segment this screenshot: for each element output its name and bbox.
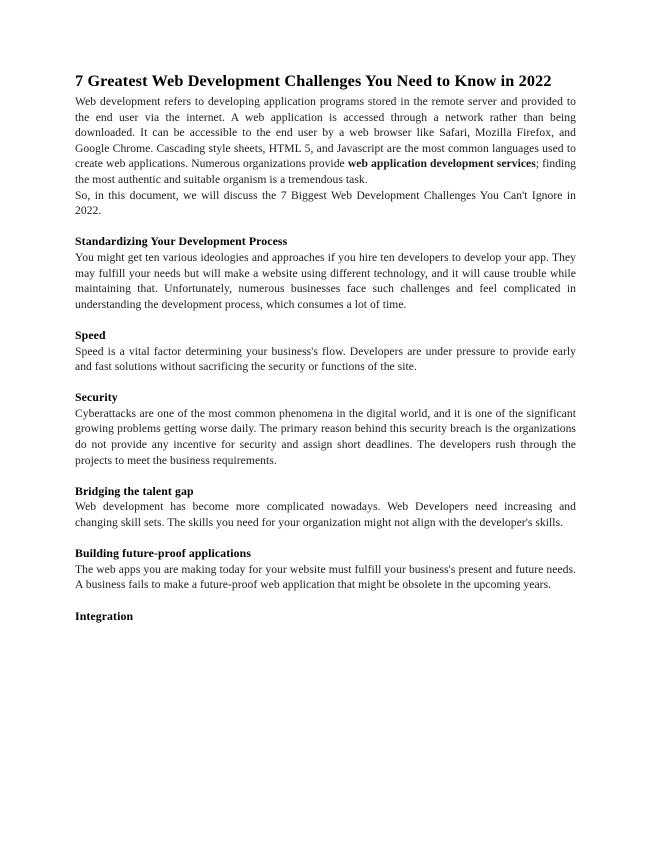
section-heading-speed: Speed (75, 327, 106, 342)
section-spacer (75, 531, 576, 547)
section-spacer (75, 375, 576, 391)
section-heading-standardizing: Standardizing Your Development Process (75, 234, 288, 249)
section-spacer (75, 593, 576, 609)
section-heading-bridging-talent-gap: Bridging the talent gap (75, 483, 194, 498)
section-body-security: Cyberattacks are one of the most common phenomena in the digital world, and it is one of the significant growing problems getting worse daily. The primary reason behind this security breach is the organizations do not provide any incentive for security and assign short deadlines. The developers rush through the projects to meet the business requirements. (75, 406, 576, 467)
section-heading-security: Security (75, 390, 118, 405)
section-heading-future-proof: Building future-proof applications (75, 546, 252, 561)
section-body-bridging-talent-gap: Web development has become more complicated nowadays. Web Developers need increasing and changing skill sets. The skills you need for your organization might not align with the developer's skills. (75, 500, 576, 530)
section-body-future-proof: The web apps you are making today for your website must fulfill your business's present and future needs. A business fails to make a future-proof web application that might be obsolete in the upcoming years. (75, 562, 576, 592)
intro-bold-phrase: web application development services (347, 157, 536, 171)
section-spacer (75, 468, 576, 484)
section-spacer (75, 312, 576, 328)
page-title: 7 Greatest Web Development Challenges You Need to Know in 2022 (75, 72, 552, 90)
intro-paragraph-2: So, in this document, we will discuss the 7 Biggest Web Development Challenges You Can't Ignore in 2022. (75, 188, 576, 218)
section-body-speed: Speed is a vital factor determining your business's flow. Developers are under pressure to provide early and fast solutions without sacrificing the security or functions of the site. (75, 344, 576, 374)
section-body-standardizing: You might get ten various ideologies and approaches if you hire ten developers to develop your app. They may fulfill your needs but will make a website using different technology, and it will cause trouble while maintaining that. Unfortunately, numerous businesses face such challenges and feel complicated in understanding the development process, which consumes a lot of time. (75, 250, 576, 311)
section-spacer (75, 219, 576, 235)
intro-paragraph (75, 94, 576, 188)
intro-text-part-2: ; finding the most authentic and suitable organism is a tremendous task. (75, 157, 577, 186)
section-heading-integration: Integration (75, 608, 134, 623)
intro-text-part-1: Web development refers to developing application programs stored in the remote server and provided to the end user via the internet. A web application is accessed through a network rather than being downloaded. It can be accessible to the end user by a web browser like Safari, Mozilla Firefox, and Google Chrome. Cascading style sheets, HTML 5, and Javascript are the most common languages used to create web applications. Numerous organizations provide (75, 95, 576, 171)
